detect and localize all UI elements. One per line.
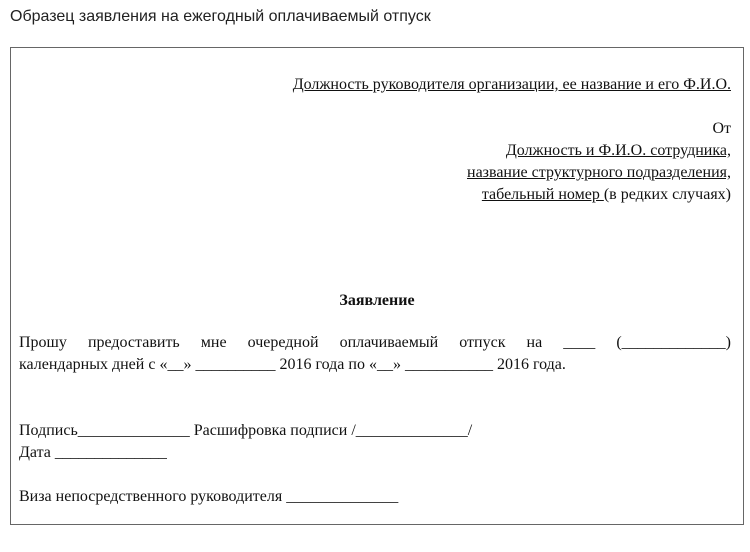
from-label: От xyxy=(712,120,731,137)
application-form xyxy=(10,47,744,525)
rare-cases-note: (в редких случаях) xyxy=(603,186,731,203)
date-line: Дата ______________ xyxy=(19,444,167,461)
signature-line: Подпись______________ Расшифровка подписи /______________/ xyxy=(19,422,473,439)
employee-line-2: название структурного подразделения, xyxy=(467,164,731,181)
request-line-2: календарных дней с «__» __________ 2016 года по «__» ___________ 2016 года. xyxy=(19,356,566,373)
document-title: Заявление xyxy=(339,292,415,309)
manager-visa-line: Виза непосредственного руководителя ______________ xyxy=(19,488,399,505)
request-line-1: Прошу предоставить мне очередной оплачиваемый отпуск на ____ (_____________) xyxy=(19,334,731,351)
head-position-line: Должность руководителя организации, ее название и его Ф.И.О. xyxy=(292,76,731,93)
employee-line-3 xyxy=(482,184,731,206)
page-heading: Образец заявления на ежегодный оплачиваемый отпуск xyxy=(10,8,431,25)
employee-line-1: Должность и Ф.И.О. сотрудника, xyxy=(505,142,731,159)
personnel-number-text: табельный номер xyxy=(481,186,604,203)
